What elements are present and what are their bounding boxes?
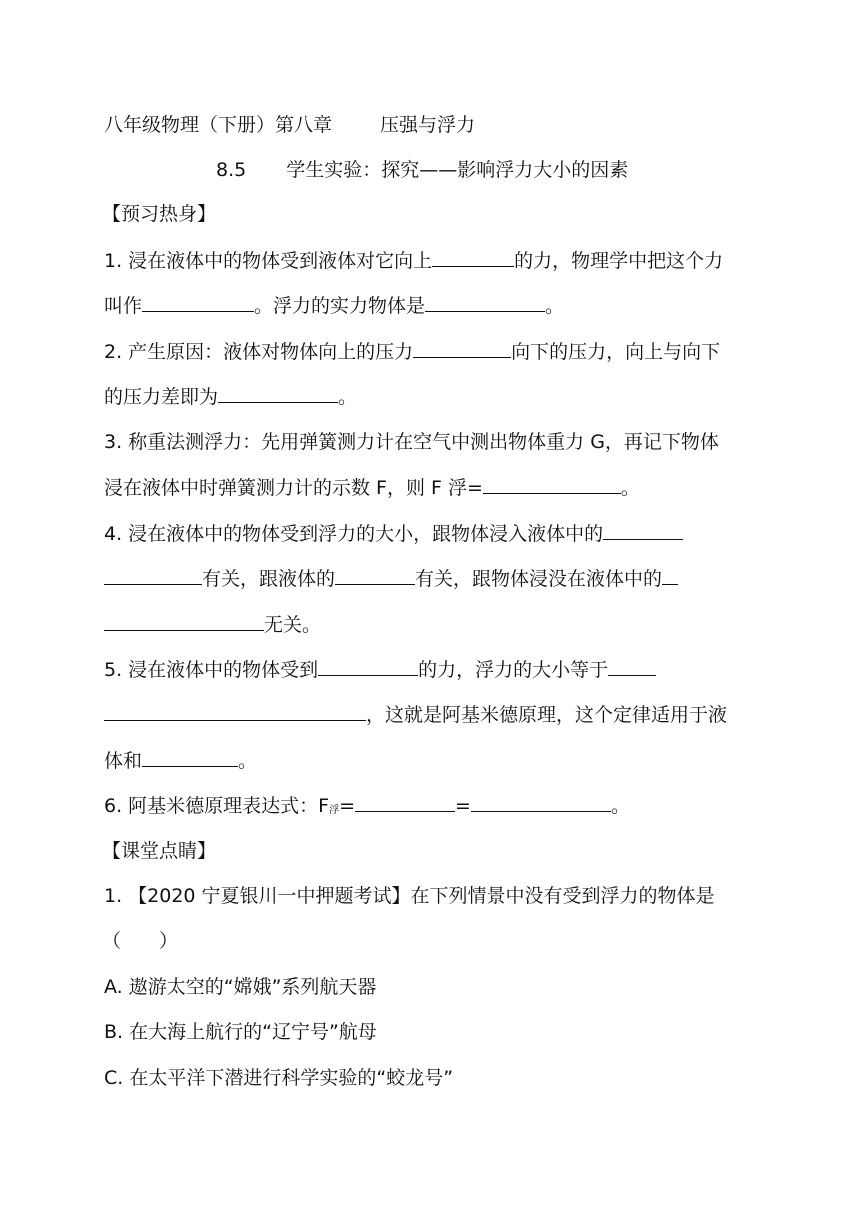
preview-q3-line1: 3. 称重法测浮力：先用弹簧测力计在空气中测出物体重力 G，再记下物体	[104, 431, 719, 453]
answer-blank[interactable]	[318, 655, 418, 676]
section-title-text: 学生实验：探究——影响浮力大小的因素	[286, 159, 629, 181]
option-a: A. 遨游太空的“嫦娥”系列航天器	[104, 976, 377, 998]
preview-q5-line1: 5. 浸在液体中的物体受到 的力，浮力的大小等于	[104, 655, 764, 683]
preview-q1-line2: 叫作 。浮力的实力物体是 。	[104, 291, 764, 319]
preview-q4-line3: 无关。	[104, 610, 764, 638]
preview-q5-line3: 体和 。	[104, 746, 764, 774]
preview-q6: 6. 阿基米德原理表达式：F浮= = 。	[104, 791, 764, 819]
preview-q2-line2: 的压力差即为 。	[104, 382, 764, 410]
answer-blank[interactable]	[432, 246, 514, 267]
preview-q5-line2: ，这就是阿基米德原理，这个定律适用于液	[104, 700, 764, 728]
answer-blank[interactable]	[104, 700, 366, 721]
subscript-buoyancy: 浮	[329, 805, 340, 816]
answer-blank[interactable]	[218, 382, 338, 403]
classroom-heading: 【课堂点睛】	[102, 840, 217, 862]
answer-blank[interactable]	[471, 791, 611, 812]
answer-blank[interactable]	[335, 564, 415, 585]
preview-q2-line1: 2. 产生原因：液体对物体向上的压力 向下的压力，向上与向下	[104, 337, 764, 365]
option-c: C. 在太平洋下潜进行科学实验的“蛟龙号”	[104, 1067, 454, 1089]
section-title	[216, 156, 860, 184]
classroom-q1-stem: 1. 【2020 宁夏银川一中押题考试】在下列情景中没有受到浮力的物体是	[104, 885, 715, 907]
answer-blank[interactable]	[425, 291, 545, 312]
answer-blank[interactable]	[104, 610, 264, 631]
chapter-header	[104, 111, 764, 139]
answer-blank[interactable]	[608, 655, 656, 676]
answer-blank[interactable]	[662, 564, 678, 585]
answer-blank[interactable]	[603, 519, 683, 540]
answer-blank[interactable]	[355, 791, 455, 812]
answer-blank[interactable]	[142, 291, 254, 312]
preview-q4-line2: 有关，跟液体的 有关，跟物体浸没在液体中的	[104, 564, 764, 592]
section-number: 8.5	[216, 159, 247, 181]
preview-q1-line1: 1. 浸在液体中的物体受到液体对它向上 的力，物理学中把这个力	[104, 246, 764, 274]
chapter-topic: 压强与浮力	[380, 114, 476, 136]
answer-blank[interactable]	[142, 746, 238, 767]
chapter-label: 八年级物理（下册）第八章	[104, 114, 333, 136]
answer-blank[interactable]	[413, 337, 511, 358]
preview-heading: 【预习热身】	[102, 203, 217, 225]
preview-q3-line2: 浸在液体中时弹簧测力计的示数 F，则 F 浮= 。	[104, 473, 764, 501]
preview-q4-line1: 4. 浸在液体中的物体受到浮力的大小，跟物体浸入液体中的	[104, 519, 764, 547]
option-b: B. 在大海上航行的“辽宁号”航母	[104, 1021, 377, 1043]
answer-blank[interactable]	[483, 473, 621, 494]
answer-paren[interactable]: （ ）	[102, 930, 179, 952]
answer-blank[interactable]	[104, 564, 202, 585]
